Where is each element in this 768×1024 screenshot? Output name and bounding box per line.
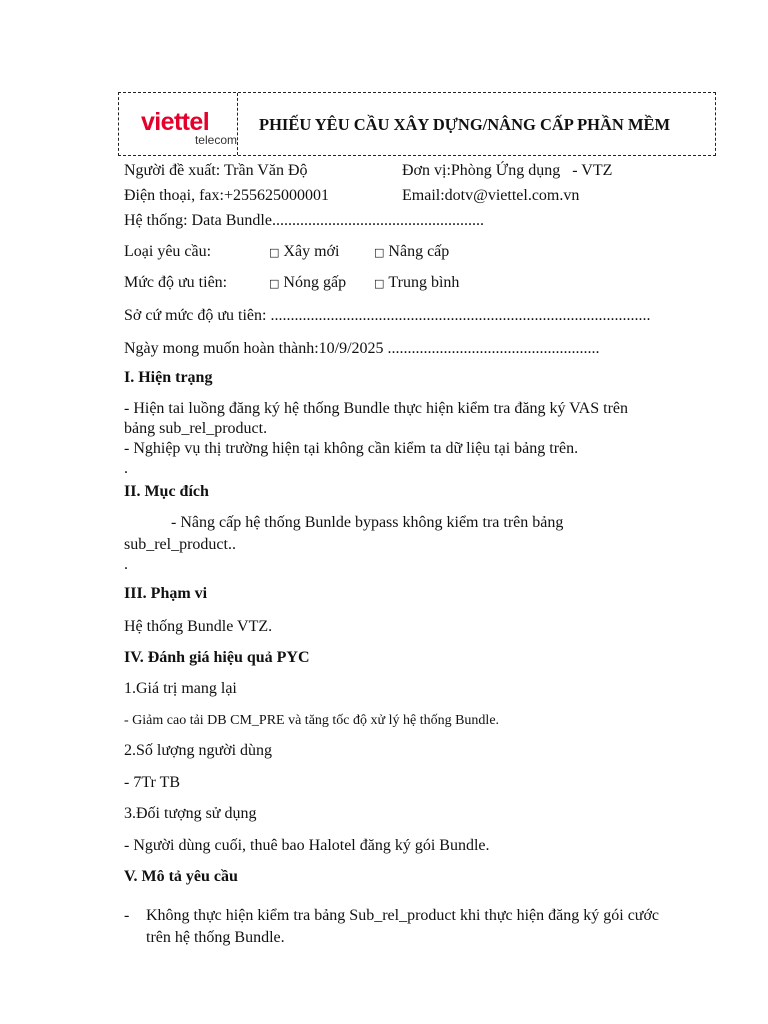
section-scope-heading: III. Phạm vi (124, 585, 208, 602)
users-title: 2.Số lượng người dùng (124, 742, 273, 759)
option-label: Nóng gấp (283, 274, 347, 291)
option-upgrade[interactable] (374, 242, 449, 263)
logo-brand-text: viettel (141, 108, 210, 136)
value-text: - Giảm cao tải DB CM_PRE và tăng tốc độ xử lý hệ thống Bundle. (124, 713, 500, 728)
option-medium[interactable] (374, 273, 459, 294)
desired-date-field: Ngày mong muốn hoàn thành:10/9/2025 ..................................................... (124, 340, 600, 357)
system-field: Hệ thống: Data Bundle..................................................... (124, 212, 484, 229)
priority-basis-field: Sở cứ mức độ ưu tiên: ............................................................................................... (124, 307, 651, 324)
header-divider (237, 93, 238, 155)
paragraph-line: Không thực hiện kiểm tra bảng Sub_rel_product khi thực hiện đăng ký gói cước (146, 907, 660, 924)
value-title: 1.Giá trị mang lại (124, 680, 237, 697)
logo-sub-text: telecom (194, 133, 237, 147)
viettel-logo (141, 108, 237, 147)
target-title: 3.Đối tượng sử dụng (124, 805, 257, 822)
paragraph-line: sub_rel_product.. (124, 536, 236, 553)
users-text: - 7Tr TB (124, 774, 181, 791)
form-title: PHIẾU YÊU CẦU XÂY DỰNG/NÂNG CẤP PHẦN MỀM (259, 115, 671, 134)
paragraph-line: bảng sub_rel_product. (124, 420, 268, 437)
option-label: Nâng cấp (388, 243, 450, 260)
email-field: Email:dotv@viettel.com.vn (402, 187, 580, 204)
form-header (118, 92, 716, 156)
section-purpose-heading: II. Mục đích (124, 483, 209, 500)
proposer-field: Người đề xuất: Trần Văn Độ (124, 162, 308, 179)
unit-field: Đơn vị:Phòng Ứng dụng - VTZ (402, 162, 613, 179)
scope-text: Hệ thống Bundle VTZ. (124, 618, 273, 635)
paragraph-line: - Nâng cấp hệ thống Bunlde bypass không kiểm tra trên bảng (171, 514, 564, 531)
paragraph-line: - Nghiệp vụ thị trường hiện tại không cần kiểm ta dữ liệu tại bảng trên. (124, 440, 579, 457)
checkbox-icon: □ (269, 277, 280, 290)
section-evaluation-heading: IV. Đánh giá hiệu quả PYC (124, 649, 310, 666)
section-current-heading: I. Hiện trạng (124, 369, 213, 386)
paragraph-dot: . (124, 460, 128, 477)
checkbox-icon: □ (374, 246, 385, 259)
option-new-build[interactable] (269, 242, 339, 263)
section-description-heading: V. Mô tả yêu cầu (124, 868, 238, 885)
option-label: Trung bình (388, 274, 460, 291)
paragraph-line: trên hệ thống Bundle. (146, 929, 285, 946)
priority-label: Mức độ ưu tiên: (124, 274, 228, 291)
description-bullet: - (124, 907, 130, 924)
request-type-label: Loại yêu cầu: (124, 243, 212, 260)
checkbox-icon: □ (269, 246, 280, 259)
paragraph-line: - Hiện tai luồng đăng ký hệ thống Bundle thực hiện kiểm tra đăng ký VAS trên (124, 400, 628, 417)
phone-field: Điện thoại, fax:+255625000001 (124, 187, 329, 204)
option-label: Xây mới (283, 243, 340, 260)
checkbox-icon: □ (374, 277, 385, 290)
paragraph-dot: . (124, 556, 128, 573)
target-text: - Người dùng cuối, thuê bao Halotel đăng ký gói Bundle. (124, 837, 490, 854)
option-urgent[interactable] (269, 273, 346, 294)
